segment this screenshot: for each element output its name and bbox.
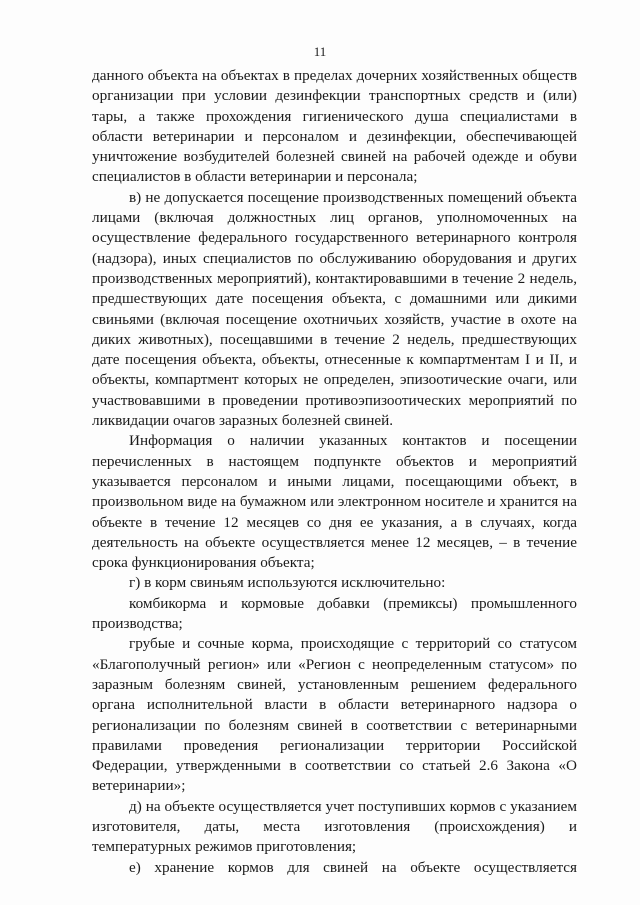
page-number: 11 — [313, 44, 327, 59]
paragraph-item-d: д) на объекте осуществляется учет поступивших кормов с указанием изготовителя, даты, места изготовления (происхождения) и температурных режимов приготовления; — [92, 797, 577, 856]
paragraph-compound-feed: комбикорма и кормовые добавки (премиксы) промышленного производства; — [92, 594, 577, 633]
paragraph-item-v: в) не допускается посещение производственных помещений объекта лицами (включая должностных лиц органов, уполномоченных на осуществление федерального государственного ветеринарного контроля (надзора), иных специалистов по обслуживанию оборудования и других производственных мероприятий), контактировавшими в течение 2 недель, предшествующих дате посещения объекта, с домашними или дикими свиньями (включая посещение охотничьих хозяйств, участие в охоте на диких животных), посещавшими в течение 2 недель, предшествующих дате посещения объекта, объекты, отнесенные к компартментам I и II, и объекты, компартмент которых не определен, эпизоотические очаги, или участвовавшими в проведении противоэпизоотических мероприятий по ликвидации очагов заразных болезней свиней. — [92, 188, 577, 430]
paragraph-continuation: данного объекта на объектах в пределах дочерних хозяйственных обществ организации при условии дезинфекции транспортных средств и (или) тары, а также прохождения гигиенического душа специалистами в области ветеринарии и персоналом и дезинфекции, обеспечивающей уничтожение возбудителей болезней свиней на рабочей одежде и обуви специалистов в области ветеринарии и персонала; — [92, 67, 577, 186]
paragraph-item-g: г) в корм свиньям используются исключительно: — [129, 574, 446, 592]
paragraph-roughage: грубые и сочные корма, происходящие с территорий со статусом «Благополучный регион» или «Регион с неопределенным статусом» по заразным болезням свиней, установленным решением федерального органа исполнительной власти в области ветеринарного надзора о регионализации по болезням свиней в соответствии с ветеринарными правилами проведения регионализации территории Российской Федерации, утвержденными в соответствии со статьей 2.6 Закона «О ветеринарии»; — [92, 635, 577, 795]
paragraph-item-e: е) хранение кормов для свиней на объекте осуществляется — [129, 858, 577, 876]
paragraph-information: Информация о наличии указанных контактов и посещении перечисленных в настоящем подпункте объектов и мероприятий указывается персоналом и иными лицами, посещающими объект, в произвольном виде на бумажном или электронном носителе и хранится на объекте в течение 12 месяцев со дня ее указания, а в случаях, когда деятельность на объекте осуществляется менее 12 месяцев, – в течение срока функционирования объекта; — [92, 432, 577, 572]
document-body — [92, 66, 577, 878]
